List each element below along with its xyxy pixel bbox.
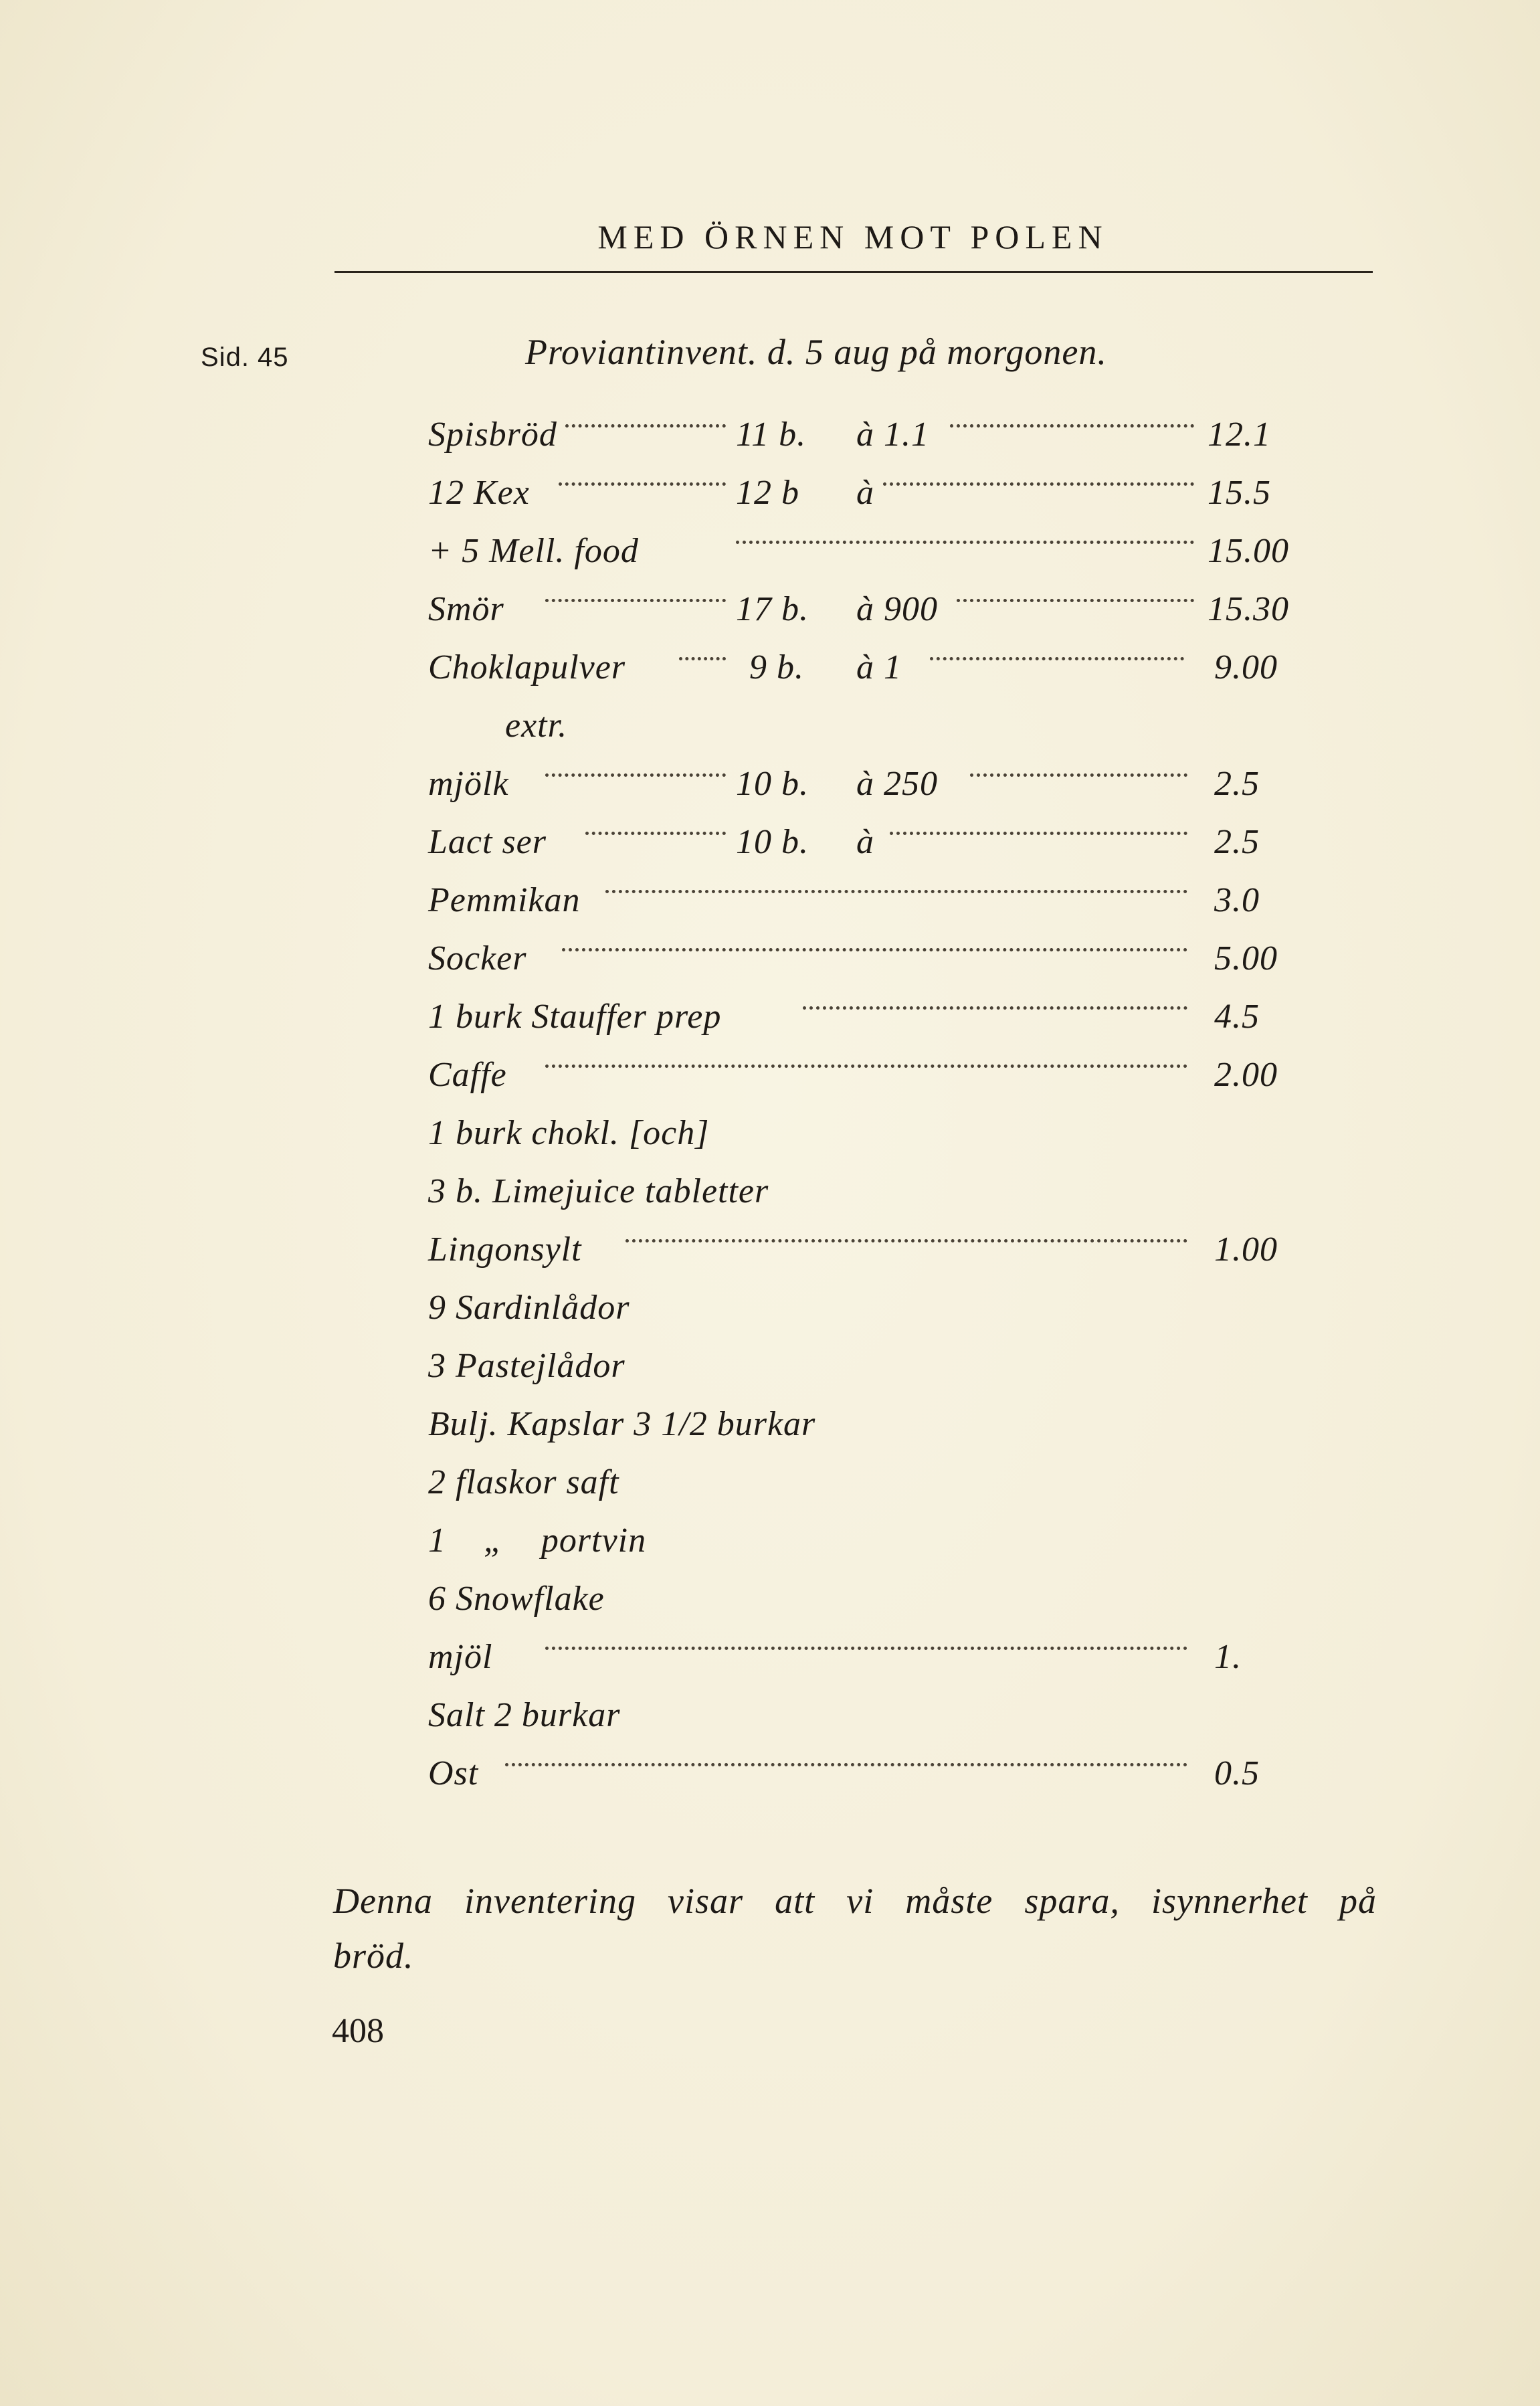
- item-quantity: 9 b.: [749, 648, 804, 686]
- item-amount: 0.5: [1214, 1754, 1260, 1792]
- item-name: mjöl: [428, 1638, 493, 1676]
- item-quantity: 10 b.: [736, 765, 809, 803]
- item-name: Lact ser: [428, 823, 547, 861]
- inventory-row: [428, 1463, 1291, 1509]
- leader-dots: [679, 648, 726, 660]
- item-quantity: 12 b: [736, 474, 799, 512]
- leader-dots: [625, 1230, 1187, 1242]
- inventory-row: [428, 1521, 1291, 1568]
- item-name: 1 burk Stauffer prep: [428, 998, 722, 1036]
- item-amount: 4.5: [1214, 998, 1260, 1036]
- leader-dots: [930, 648, 1184, 660]
- leader-dots: [545, 764, 726, 777]
- item-name: 1 burk chokl. [och]: [428, 1114, 710, 1152]
- leader-dots: [970, 764, 1187, 777]
- inventory-row: [428, 531, 1291, 578]
- leader-dots: [505, 1754, 1187, 1766]
- leader-dots: [545, 589, 726, 602]
- item-name: Ost: [428, 1754, 479, 1792]
- item-quantity: 10 b.: [736, 823, 809, 861]
- item-amount: 1.00: [1214, 1230, 1278, 1269]
- item-name: Salt 2 burkar: [428, 1696, 621, 1734]
- item-quantity: 17 b.: [736, 590, 809, 628]
- item-name: Bulj. Kapslar 3 1/2 burkar: [428, 1405, 816, 1443]
- item-amount: 5.00: [1214, 939, 1278, 978]
- item-name: 9 Sardinlådor: [428, 1289, 630, 1327]
- item-name: Lingonsylt: [428, 1230, 582, 1269]
- inventory-row: [428, 1230, 1291, 1277]
- leader-dots: [950, 415, 1194, 428]
- inventory-row: [428, 1113, 1291, 1160]
- item-amount: 2.5: [1214, 823, 1260, 861]
- inventory-row: [428, 589, 1291, 636]
- inventory-row: [428, 1637, 1291, 1684]
- item-name: Choklapulver: [428, 648, 626, 686]
- inventory-row: [428, 1288, 1291, 1335]
- item-name: 3 Pastejlådor: [428, 1347, 625, 1385]
- inventory-row: [428, 939, 1291, 986]
- leader-dots: [890, 822, 1187, 835]
- inventory-row: [428, 1579, 1291, 1626]
- leader-dots: [562, 939, 1187, 951]
- inventory-row: [428, 1404, 1291, 1451]
- item-amount: 15.5: [1208, 474, 1271, 512]
- leader-dots: [565, 415, 726, 428]
- closing-remark-line-1: Denna inventering visar att vi måste spara, isynnerhet på: [333, 1881, 1377, 1921]
- item-name: 3 b. Limejuice tabletter: [428, 1172, 769, 1210]
- item-name: extr.: [505, 707, 568, 745]
- item-unit-price: à 1: [856, 648, 902, 686]
- item-name: 6 Snowflake: [428, 1580, 605, 1618]
- leader-dots: [957, 589, 1194, 602]
- inventory-row: [428, 1754, 1291, 1800]
- leader-dots: [605, 881, 1187, 893]
- item-amount: 1.: [1214, 1638, 1242, 1676]
- leader-dots: [883, 473, 1194, 486]
- item-name: Pemmikan: [428, 881, 581, 919]
- inventory-title: Proviantinvent. d. 5 aug på morgonen.: [525, 332, 1107, 372]
- inventory-row: [428, 997, 1291, 1044]
- inventory-row: [428, 1346, 1291, 1393]
- leader-dots: [559, 473, 726, 486]
- item-quantity: 11 b.: [736, 415, 807, 454]
- inventory-row: [428, 1172, 1291, 1218]
- item-name: Smör: [428, 590, 504, 628]
- item-unit-price: à 250: [856, 765, 938, 803]
- inventory-row: [428, 1055, 1291, 1102]
- leader-dots: [545, 1637, 1187, 1650]
- page-number: 408: [332, 2012, 384, 2050]
- item-name: mjölk: [428, 765, 509, 803]
- leader-dots: [585, 822, 726, 835]
- item-amount: 15.30: [1208, 590, 1289, 628]
- header-rule: [334, 271, 1373, 273]
- item-amount: 3.0: [1214, 881, 1260, 919]
- leader-dots: [736, 531, 1194, 544]
- item-unit-price: à: [856, 823, 874, 861]
- inventory-row: [428, 706, 1291, 753]
- running-header: MED ÖRNEN MOT POLEN: [597, 218, 1109, 256]
- item-amount: 9.00: [1214, 648, 1278, 686]
- inventory-row: [428, 473, 1291, 520]
- inventory-row: [428, 822, 1291, 869]
- item-name: + 5 Mell. food: [428, 532, 639, 570]
- inventory-row: [428, 648, 1291, 695]
- item-name: Socker: [428, 939, 527, 978]
- item-unit-price: à: [856, 474, 874, 512]
- closing-remark-line-2: bröd.: [333, 1936, 414, 1976]
- leader-dots: [545, 1055, 1187, 1068]
- item-amount: 15.00: [1208, 532, 1289, 570]
- inventory-row: [428, 415, 1291, 462]
- item-amount: 2.00: [1214, 1056, 1278, 1094]
- inventory-row: [428, 881, 1291, 927]
- item-name: 2 flaskor saft: [428, 1463, 619, 1501]
- inventory-row: [428, 764, 1291, 811]
- inventory-row: [428, 1695, 1291, 1742]
- item-unit-price: à 900: [856, 590, 938, 628]
- item-name: 12 Kex: [428, 474, 530, 512]
- item-name: Spisbröd: [428, 415, 557, 454]
- item-amount: 2.5: [1214, 765, 1260, 803]
- item-unit-price: à 1.1: [856, 415, 929, 454]
- item-name: Caffe: [428, 1056, 507, 1094]
- leader-dots: [803, 997, 1187, 1010]
- item-name: 1 „ portvin: [428, 1521, 647, 1560]
- margin-page-reference: Sid. 45: [201, 343, 289, 372]
- closing-remark: [333, 1873, 1377, 1983]
- item-amount: 12.1: [1208, 415, 1271, 454]
